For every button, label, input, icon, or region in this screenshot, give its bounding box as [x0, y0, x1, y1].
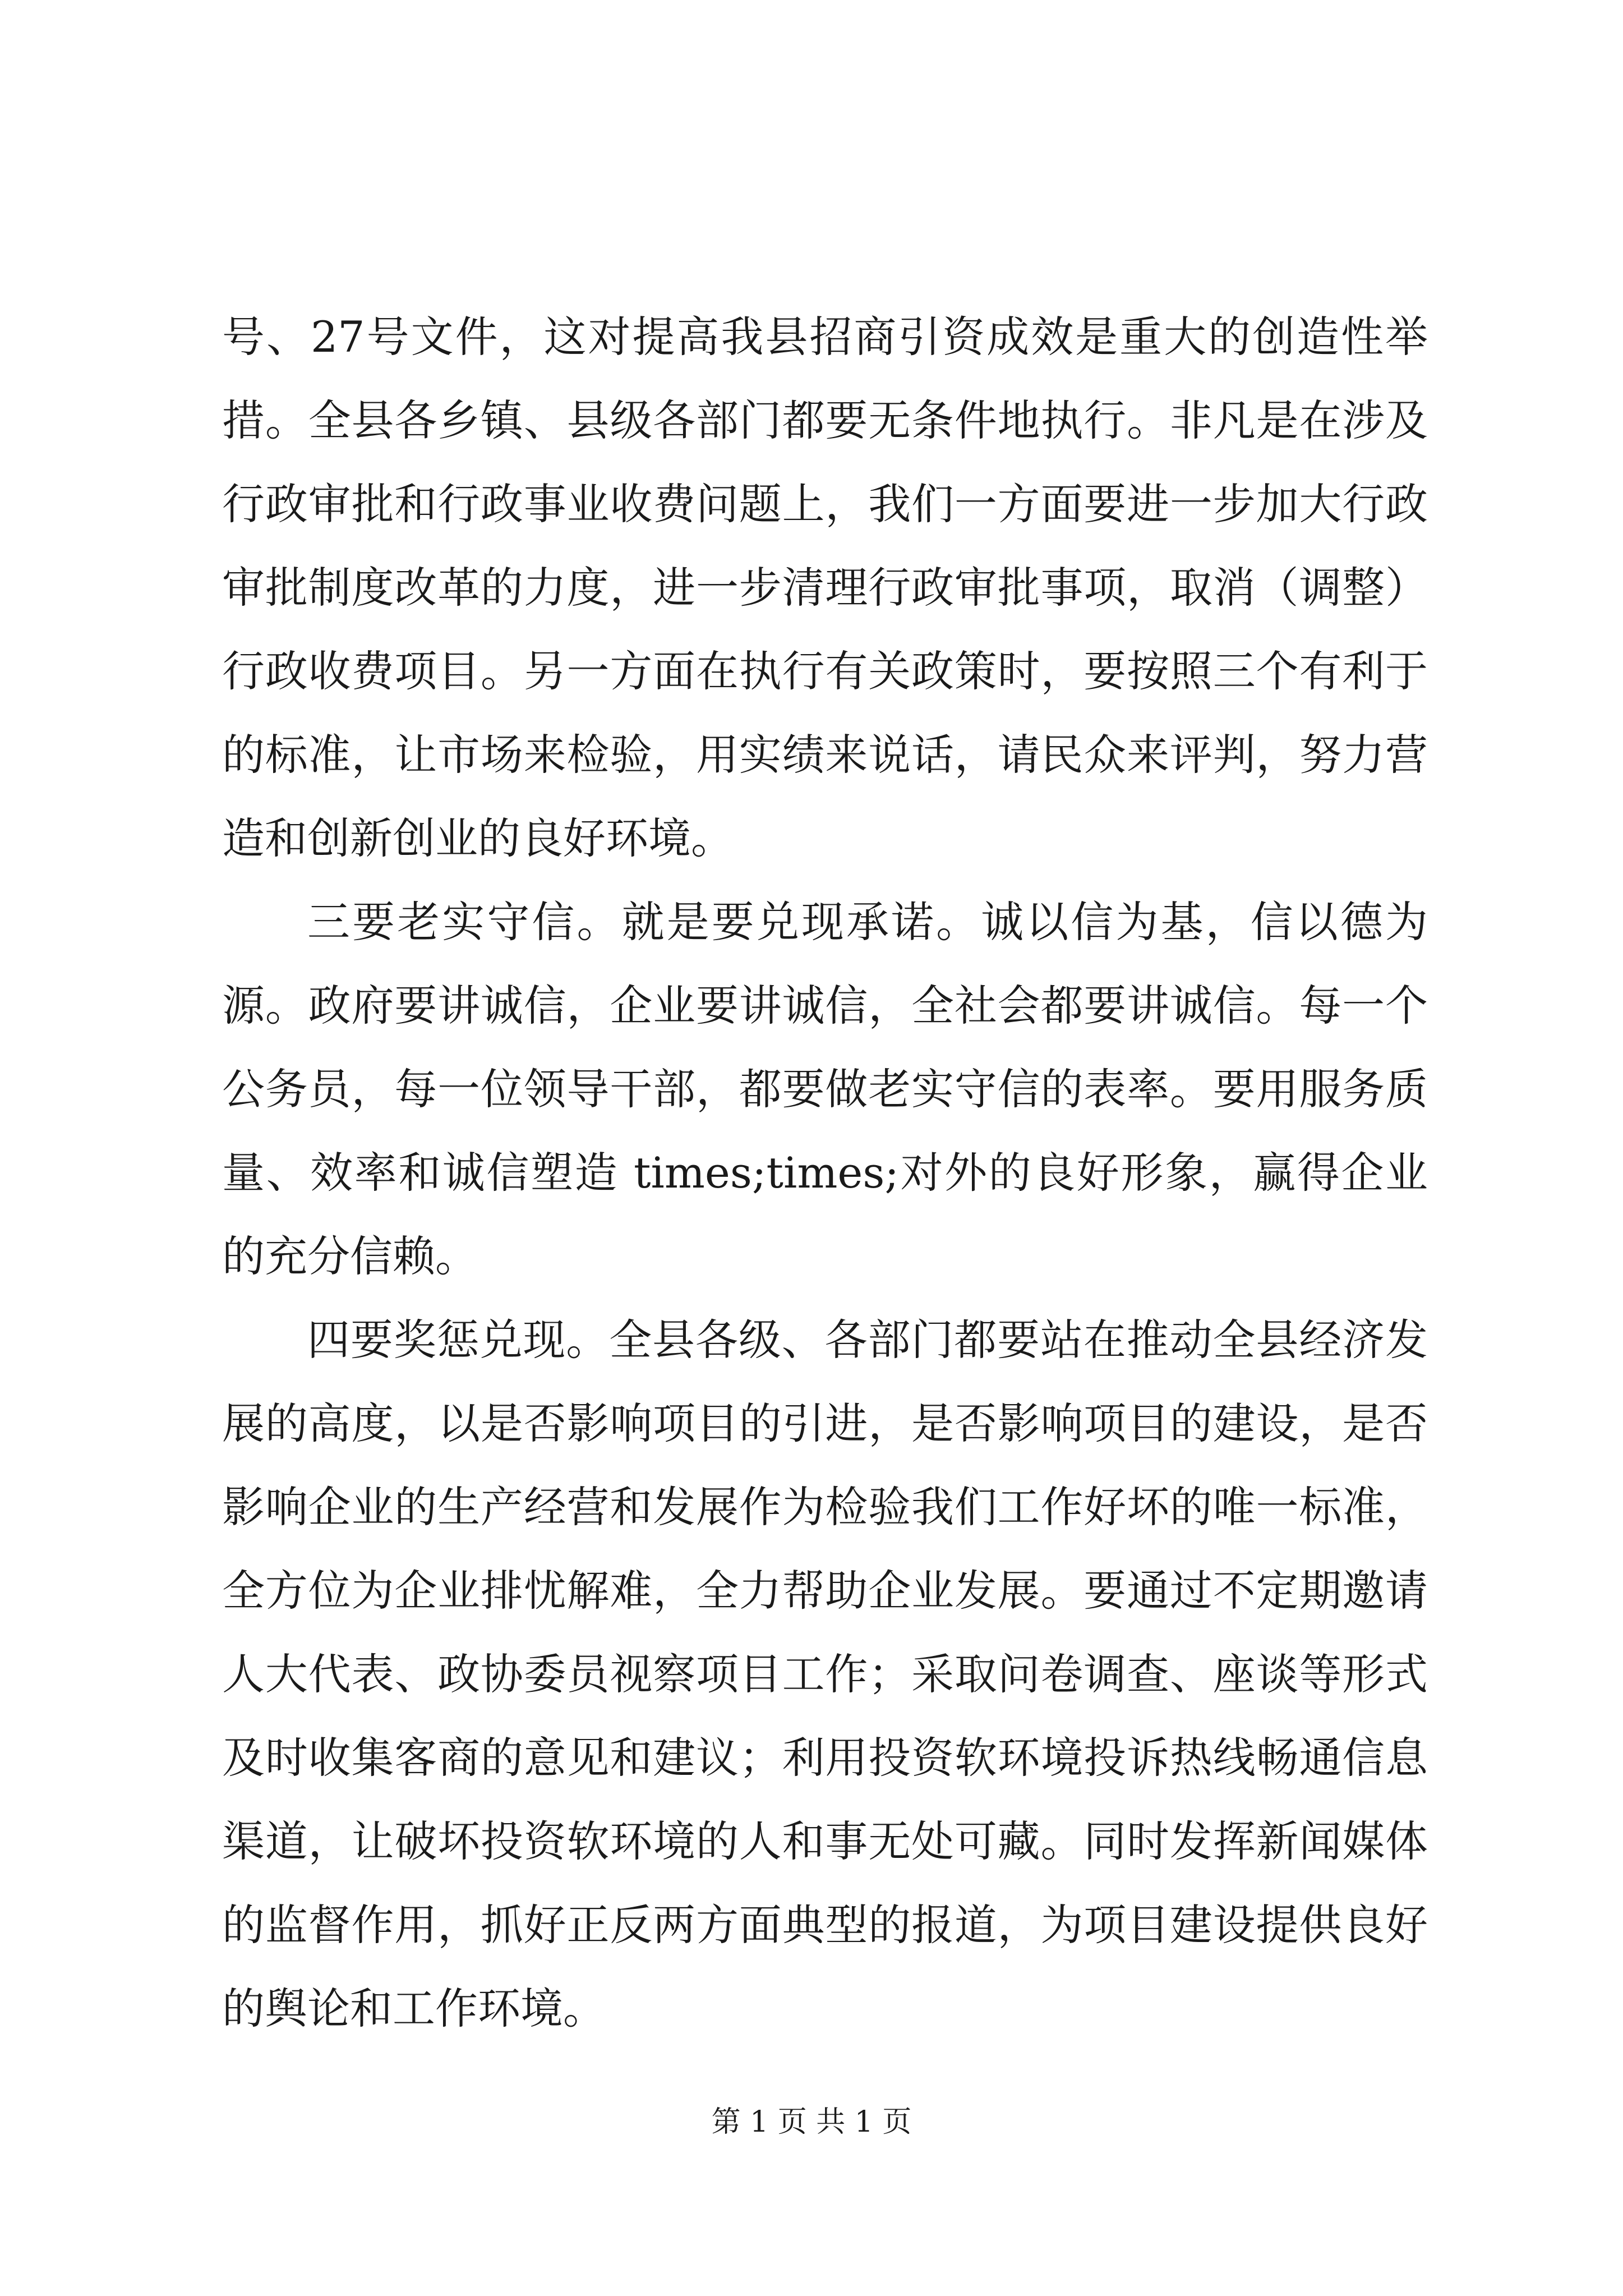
document-body: [222, 295, 1428, 2050]
paragraph-3: 四要奖惩兑现。全县各级、各部门都要站在推动全县经济发展的高度，以是否影响项目的引进，是否影响项目的建设，是否影响企业的生产经营和发展作为检验我们工作好坏的唯一标准，全方位为企业排忧解难，全力帮助企业发展。要通过不定期邀请人大代表、政协委员视察项目工作；采取问卷调查、座谈等形式及时收集客商的意见和建议；利用投资软环境投诉热线畅通信息渠道，让破坏投资软环境的人和事无处可藏。同时发挥新闻媒体的监督作用，抓好正反两方面典型的报道，为项目建设提供良好的舆论和工作环境。: [222, 1315, 1428, 2033]
paragraph-1: 号、27号文件，这对提高我县招商引资成效是重大的创造性举措。全县各乡镇、县级各部门都要无条件地执行。非凡是在涉及行政审批和行政事业收费问题上，我们一方面要进一步加大行政审批制度改革的力度，进一步清理行政审批事项，取消（调整）行政收费项目。另一方面在执行有关政策时，要按照三个有利于的标准，让市场来检验，用实绩来说话，请民众来评判，努力营造和创新创业的良好环境。: [222, 312, 1428, 863]
page-footer: 第 1 页 共 1 页: [711, 2105, 912, 2139]
paragraph-2: 三要老实守信。就是要兑现承诺。诚以信为基，信以德为源。政府要讲诚信，企业要讲诚信，全社会都要讲诚信。每一个公务员，每一位领导干部，都要做老实守信的表率。要用服务质量、效率和诚信塑造 times;times;对外的良好形象，赢得企业的充分信赖。: [222, 897, 1428, 1281]
